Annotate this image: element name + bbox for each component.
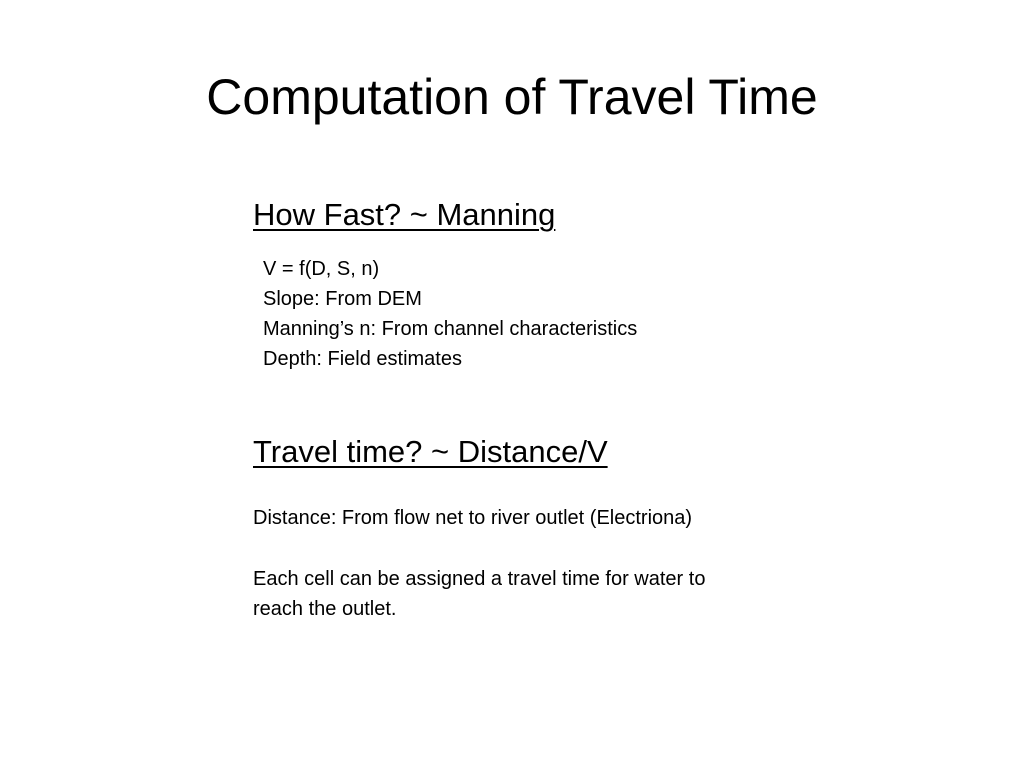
list-item: Slope: From DEM: [263, 288, 422, 310]
cell-paragraph: [253, 564, 813, 624]
list-item: V = f(D, S, n): [263, 258, 380, 280]
list-item: Manning’s n: From channel characteristics: [263, 318, 638, 340]
paragraph-line: reach the outlet.: [253, 598, 397, 620]
slide-title: Computation of Travel Time: [206, 69, 818, 125]
manning-list: [263, 254, 637, 374]
paragraph-line: Each cell can be assigned a travel time for water to: [253, 568, 706, 590]
section-heading-how-fast: How Fast? ~ Manning: [253, 197, 556, 232]
distance-paragraph: Distance: From flow net to river outlet (Electriona): [253, 507, 693, 529]
section-heading-travel-time: Travel time? ~ Distance/V: [253, 434, 608, 469]
list-item: Depth: Field estimates: [263, 348, 462, 370]
